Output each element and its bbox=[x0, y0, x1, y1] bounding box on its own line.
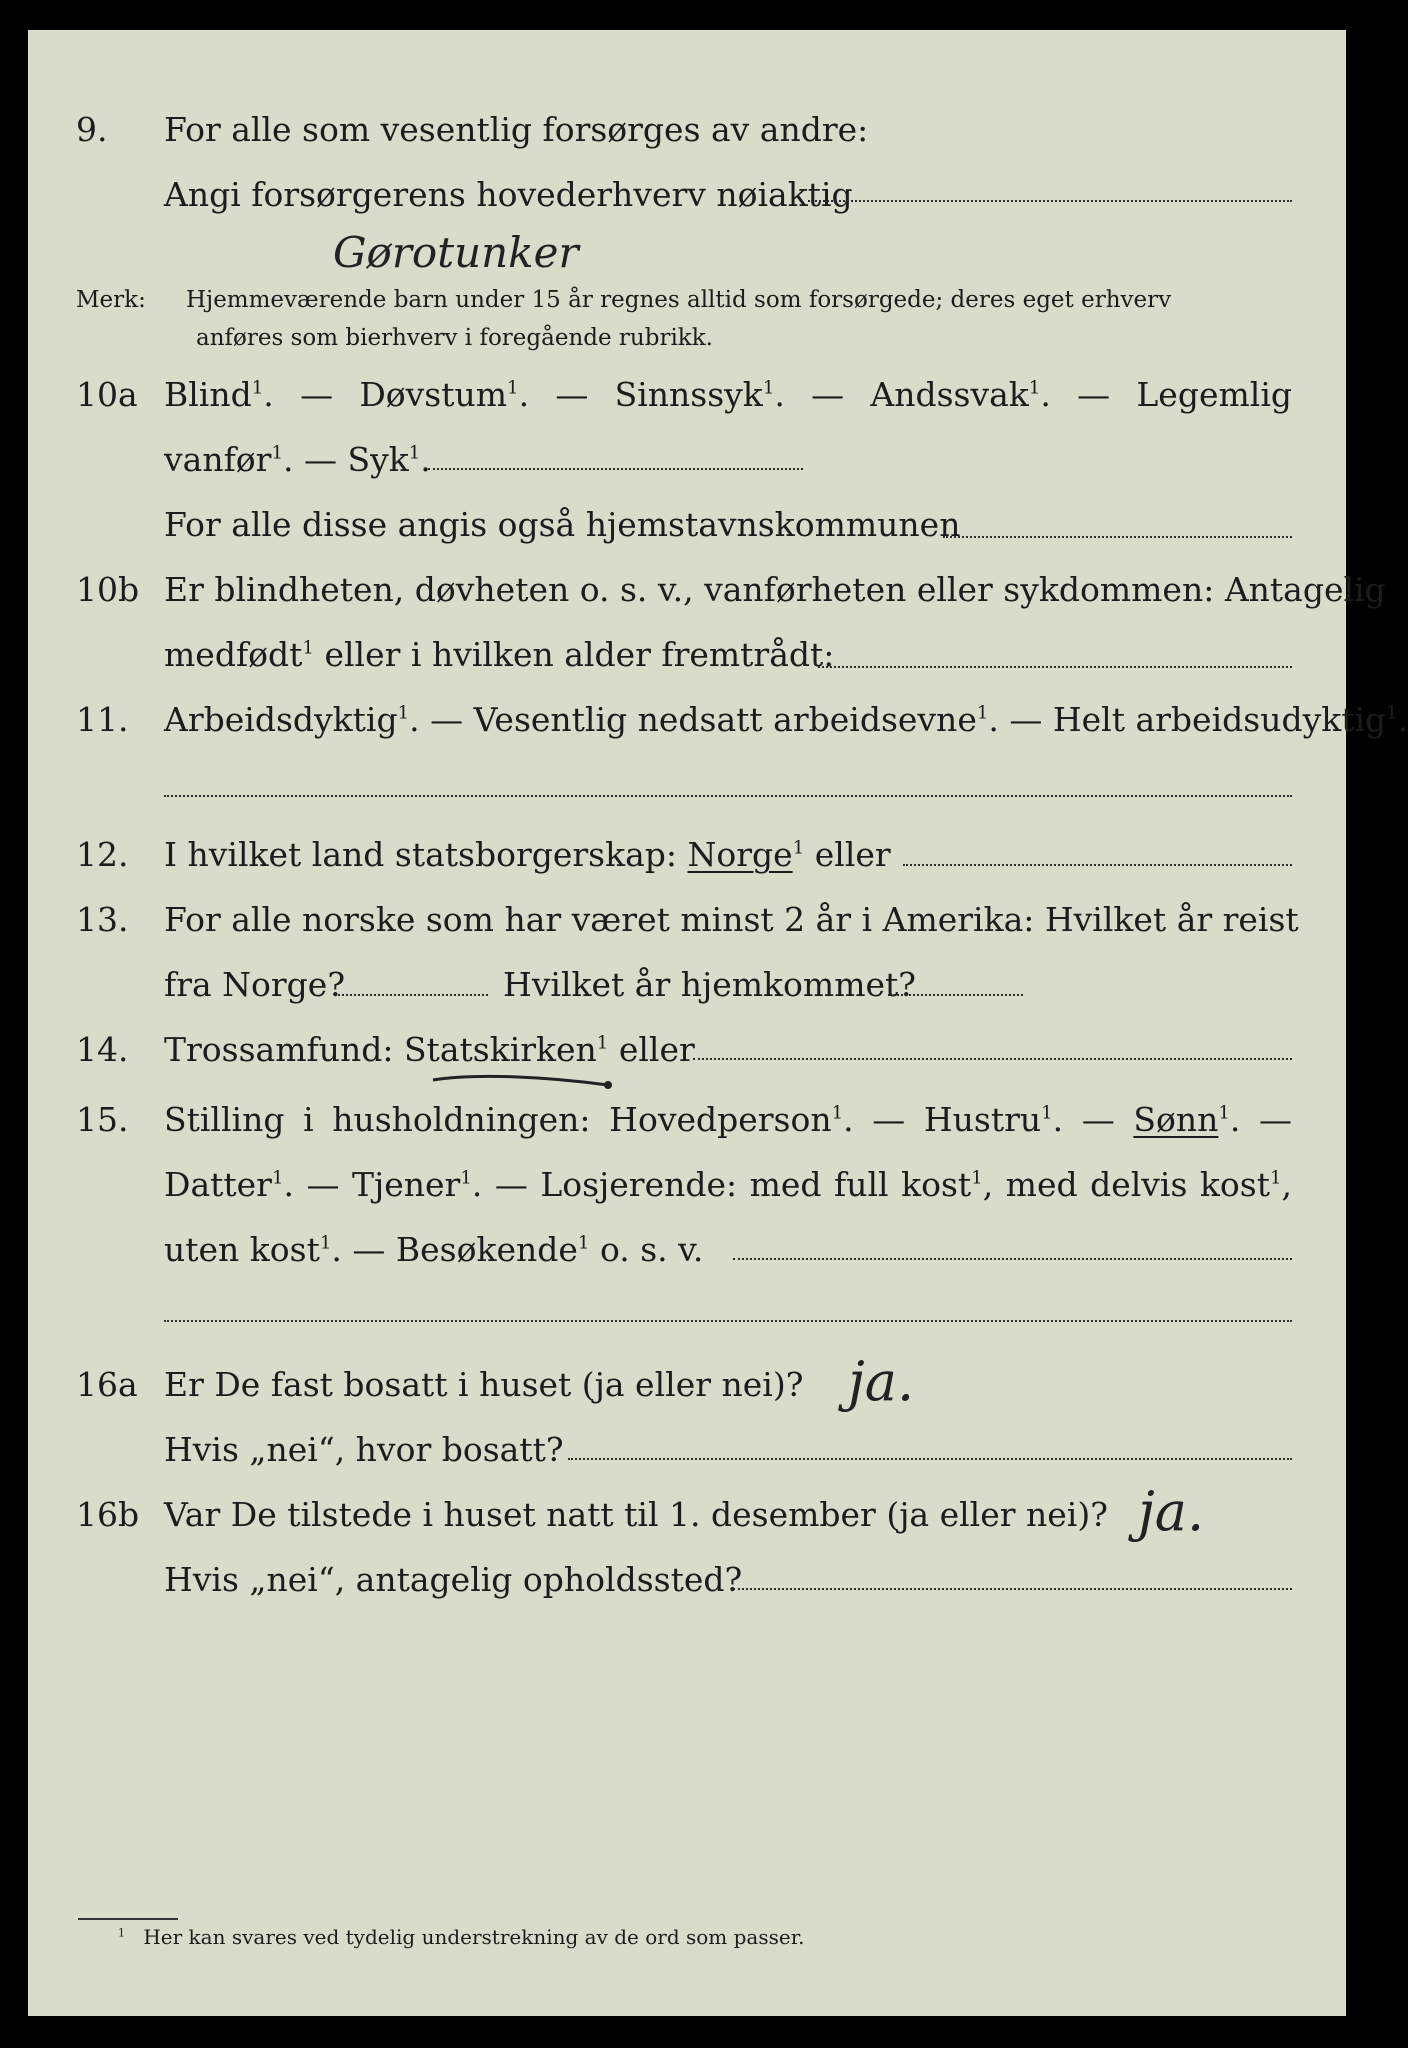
q9-number: 9. bbox=[76, 110, 108, 149]
q10a-syk-line[interactable] bbox=[428, 468, 803, 470]
q15-lead: Stilling i husholdningen: bbox=[164, 1100, 591, 1139]
q12-eller: eller bbox=[814, 835, 891, 874]
opt-vanfor[interactable]: vanfør bbox=[164, 440, 272, 479]
q10a-hjemstavn: For alle disse angis også hjemstavnskommunen bbox=[164, 505, 961, 544]
q13-question: For alle norske som har været minst 2 år i Amerika: Hvilket år reist bbox=[164, 900, 1299, 939]
q13-reist: fra Norge? bbox=[164, 965, 346, 1004]
q14-answer-line[interactable] bbox=[693, 1058, 1292, 1060]
q14-eller: eller bbox=[618, 1030, 695, 1069]
opt-arbeidsdyktig[interactable]: Arbeidsdyktig bbox=[164, 700, 398, 739]
q16a-handwritten-answer: ja. bbox=[848, 1350, 915, 1413]
merk-line1: Hjemmeværende barn under 15 år regnes alltid som forsørgede; deres eget erhverv bbox=[186, 287, 1172, 313]
q9-answer-line[interactable] bbox=[808, 200, 1292, 202]
q15-number: 15. bbox=[76, 1100, 129, 1139]
footnote-rule bbox=[78, 1918, 178, 1920]
merk-label: Merk: bbox=[76, 287, 146, 313]
opt-andssvak[interactable]: Andssvak bbox=[870, 375, 1029, 414]
footnote-mark: 1 bbox=[118, 1926, 125, 1940]
q15-answer-line[interactable] bbox=[733, 1258, 1292, 1260]
q13-line2 bbox=[28, 965, 1346, 1005]
opt-delvis[interactable]: med delvis kost bbox=[1005, 1165, 1270, 1204]
opt-blind[interactable]: Blind bbox=[164, 375, 252, 414]
opt-datter[interactable]: Datter bbox=[164, 1165, 272, 1204]
q16b-answer-line[interactable] bbox=[733, 1588, 1292, 1590]
q9-question: For alle som vesentlig forsørges av andre: bbox=[164, 110, 869, 149]
footnote bbox=[118, 1925, 804, 1949]
opt-norge[interactable]: Norge bbox=[687, 835, 793, 874]
form-page bbox=[28, 30, 1408, 2016]
q16b-question-2: Hvis „nei“, antagelig opholdssted? bbox=[164, 1560, 743, 1599]
q15-line3: uten kost$^1$. — Besøkende$^1$ o. s. v. bbox=[164, 1230, 704, 1269]
q10a-line3 bbox=[28, 505, 1346, 545]
q10b-line2: medfødt$^1$ eller i hvilken alder fremtrådt: bbox=[164, 635, 835, 674]
q16b-number: 16b bbox=[76, 1495, 140, 1534]
footnote-text: Her kan svares ved tydelig understrekning av de ord som passer. bbox=[143, 1925, 805, 1949]
q16b-question: Var De tilstede i huset natt til 1. desember (ja eller nei)? bbox=[164, 1495, 1108, 1534]
q13-number: 13. bbox=[76, 900, 129, 939]
q10b-line1 bbox=[28, 570, 1386, 610]
opt-syk[interactable]: Syk bbox=[347, 440, 409, 479]
q15-losjerende: Losjerende: bbox=[540, 1165, 738, 1204]
q9-line1 bbox=[28, 110, 1346, 150]
q10a-number: 10a bbox=[76, 375, 138, 414]
handwritten-underline-statskirken bbox=[428, 1065, 628, 1095]
q15-osv: o. s. v. bbox=[599, 1230, 704, 1269]
q11-line: 11. Arbeidsdyktig$^1$. — Vesentlig nedsatt arbeidsevne$^1$. — Helt arbeidsudyktig$^1$. bbox=[76, 700, 1408, 739]
divider-2 bbox=[164, 1320, 1292, 1322]
q13-hjemkommet-line[interactable] bbox=[888, 994, 1023, 996]
q12-answer-line[interactable] bbox=[903, 864, 1292, 866]
q13-hjemkommet: Hvilket år hjemkommet? bbox=[503, 965, 916, 1004]
q12-question: I hvilket land statsborgerskap: bbox=[164, 835, 678, 874]
q12-number: 12. bbox=[76, 835, 129, 874]
q16a-line1 bbox=[28, 1365, 1346, 1405]
q16a-line2 bbox=[28, 1430, 1346, 1470]
q9-question-2: Angi forsørgerens hovederhverv nøiaktig bbox=[164, 175, 853, 214]
q9-handwritten-answer: Gørotunker bbox=[333, 228, 579, 277]
q13-reist-line[interactable] bbox=[338, 994, 488, 996]
opt-fullkost[interactable]: med full kost bbox=[749, 1165, 972, 1204]
divider bbox=[164, 795, 1292, 797]
opt-hovedperson[interactable]: Hovedperson bbox=[609, 1100, 832, 1139]
q11-number: 11. bbox=[76, 700, 129, 739]
q16a-question-2: Hvis „nei“, hvor bosatt? bbox=[164, 1430, 564, 1469]
q9-line2 bbox=[28, 175, 1346, 215]
q10a-hjemstavn-line[interactable] bbox=[943, 536, 1292, 538]
opt-medfodt[interactable]: medfødt bbox=[164, 635, 303, 674]
opt-nedsatt[interactable]: Vesentlig nedsatt arbeidsevne bbox=[473, 700, 977, 739]
q16a-number: 16a bbox=[76, 1365, 138, 1404]
q10b-answer-line[interactable] bbox=[818, 666, 1292, 668]
opt-uten-kost[interactable]: uten kost bbox=[164, 1230, 320, 1269]
q16a-question: Er De fast bosatt i huset (ja eller nei)? bbox=[164, 1365, 804, 1404]
opt-dovstum[interactable]: Døvstum bbox=[359, 375, 508, 414]
q13-line1 bbox=[28, 900, 1346, 940]
merk-line2: anføres som bierhverv i foregående rubrikk. bbox=[196, 325, 713, 351]
q14-number: 14. bbox=[76, 1030, 129, 1069]
opt-sonn[interactable]: Sønn bbox=[1133, 1100, 1219, 1139]
opt-legemlig[interactable]: Legemlig bbox=[1136, 375, 1292, 414]
q15-line2: Datter$^1$. — Tjener$^1$. — Losjerende: med full kost$^1$, med delvis kost$^1$, bbox=[164, 1165, 1292, 1204]
q10b-rest: eller i hvilken alder fremtrådt: bbox=[324, 635, 835, 674]
q15-line1: 15. Stilling i husholdningen: Hovedperson$^1$. — Hustru$^1$. — Sønn$^1$. — bbox=[76, 1100, 1292, 1139]
q12-line: 12. I hvilket land statsborgerskap: Norge$^1$ eller bbox=[76, 835, 891, 874]
opt-tjener[interactable]: Tjener bbox=[351, 1165, 461, 1204]
q10a-line2: vanfør$^1$. — Syk$^1$. bbox=[164, 440, 431, 479]
opt-sinnssyk[interactable]: Sinnssyk bbox=[614, 375, 763, 414]
q16b-line2 bbox=[28, 1560, 1346, 1600]
opt-hustru[interactable]: Hustru bbox=[923, 1100, 1042, 1139]
q10a-line1 bbox=[28, 375, 1346, 415]
q10b-number: 10b bbox=[76, 570, 140, 609]
q16a-answer-line[interactable] bbox=[568, 1458, 1292, 1460]
opt-besokende[interactable]: Besøkende bbox=[395, 1230, 578, 1269]
q14-line: 14. Trossamfund: Statskirken$^1$ eller bbox=[76, 1030, 695, 1069]
opt-statskirken[interactable]: Statskirken bbox=[403, 1030, 597, 1069]
q10a-options: Blind$^1$. — Døvstum$^1$. — Sinnssyk$^1$. — Andssvak$^1$. — Legemlig bbox=[164, 375, 1292, 414]
q16b-handwritten-answer: ja. bbox=[1138, 1480, 1205, 1543]
opt-udyktig[interactable]: Helt arbeidsudyktig bbox=[1052, 700, 1387, 739]
q10b-question: Er blindheten, døvheten o. s. v., vanførheten eller sykdommen: Antagelig bbox=[164, 570, 1386, 609]
q14-question: Trossamfund: bbox=[164, 1030, 394, 1069]
